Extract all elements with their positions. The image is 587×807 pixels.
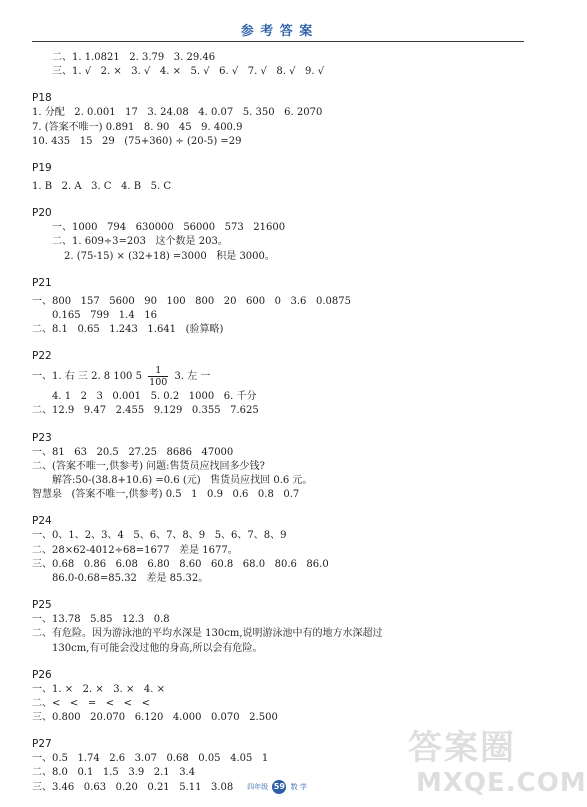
footer-subject: 数 学: [290, 783, 307, 791]
answer-text: 一、1. 右 三 2. 8 100 5: [32, 371, 142, 383]
answer-line: 二、12.9 9.47 2.455 9.129 0.355 7.625: [32, 405, 259, 417]
section-p23: [0, 431, 554, 503]
section-p21: [0, 276, 554, 338]
answer-line: 二、有危险。因为游泳池的平均水深是 130cm,说明游泳池中有的地方水深超过: [32, 628, 383, 640]
answer-line: 0.165 799 1.4 16: [52, 309, 157, 321]
answer-line: 一、0.5 1.74 2.6 3.07 0.68 0.05 4.05 1: [32, 753, 269, 765]
section-p20: [0, 206, 554, 264]
answer-line: 1. B 2. A 3. C 4. B 5. C: [32, 180, 171, 192]
answer-line: 三、1. √ 2. × 3. √ 4. × 5. √ 6. √ 7. √ 8. √ 9. √: [52, 66, 325, 78]
answer-line: 智慧泉 (答案不唯一,供参考) 0.5 1 0.9 0.6 0.8 0.7: [32, 489, 300, 501]
watermark-logo-text: 答案圈: [408, 728, 516, 768]
header-rule: [32, 41, 524, 42]
section-heading: P22: [32, 350, 52, 363]
watermark-site-text: MXQE.COM: [416, 768, 587, 798]
section-p19: [0, 161, 554, 194]
answer-line: 一、81 63 20.5 27.25 8686 47000: [32, 446, 234, 458]
section-heading: P19: [32, 161, 52, 174]
answer-line: 二、1. 609÷3=203 这个数是 203。: [52, 236, 228, 248]
answer-line: 二、(答案不唯一,供参考) 问题:售货员应找回多少钱?: [32, 460, 265, 472]
answer-line: 一、800 157 5600 90 100 800 20 600 0 3.6 0.0875: [32, 295, 351, 307]
section-p24: [0, 514, 554, 586]
section-heading: P23: [32, 431, 52, 444]
section-top: [0, 51, 554, 79]
section-heading: P25: [32, 599, 52, 612]
header-title: 参 考 答 案: [240, 24, 314, 39]
answer-line: 130cm,有可能会没过他的身高,所以会有危险。: [52, 642, 263, 654]
section-p18: [0, 91, 554, 149]
answer-line: 一、1. × 2. × 3. × 4. ×: [32, 683, 166, 695]
fraction: [148, 365, 168, 388]
answer-line: 7. (答案不唯一) 0.891 8. 90 45 9. 400.9: [32, 121, 243, 133]
section-heading: P18: [32, 92, 52, 105]
answer-line: 4. 1 2 3 0.001 5. 0.2 1000 6. 千分: [52, 391, 257, 403]
answer-line: 解答:50-(38.8+10.6) =0.6 (元) 售货员应找回 0.6 元。: [52, 475, 313, 486]
footer-grade: 四年级: [247, 783, 269, 791]
page-number-badge: 59: [272, 780, 286, 794]
section-heading: P21: [32, 276, 52, 289]
answer-line: 一、1000 794 630000 56000 573 21600: [52, 222, 286, 234]
answer-line: 10. 435 15 29 (75+360) ÷ (20-5) =29: [32, 135, 242, 147]
answer-text: 3. 左 一: [174, 371, 211, 383]
answer-line: 1. 分配 2. 0.001 17 3. 24.08 4. 0.07 5. 350 6. 2070: [32, 107, 323, 119]
page-footer: [0, 780, 554, 800]
answer-line: 二、28×62-4012÷68=1677 差是 1677。: [32, 544, 238, 556]
answer-line: 三、0.800 20.070 6.120 4.000 0.070 2.500: [32, 712, 278, 724]
fraction-denominator: 100: [149, 377, 168, 389]
section-heading: P20: [32, 207, 52, 220]
section-heading: P24: [32, 515, 52, 528]
page-header: [0, 0, 554, 48]
answer-line: 86.0-0.68=85.32 差是 85.32。: [52, 572, 209, 584]
answer-line: 二、8.1 0.65 1.243 1.641 (验算略): [32, 324, 224, 336]
answer-line-with-fraction: [0, 364, 554, 390]
answer-line: 2. (75-15) × (32+18) =3000 积是 3000。: [64, 250, 275, 262]
section-p25: [0, 598, 554, 656]
section-heading: P27: [32, 738, 52, 751]
answer-line: 二、1. 1.0821 2. 3.79 3. 29.46: [52, 52, 216, 63]
fraction-numerator: 1: [148, 365, 168, 377]
answer-line: 三、3.46 0.63 0.20 0.21 5.11 3.08: [32, 781, 234, 793]
answer-content: [0, 51, 554, 795]
answer-line: 二、8.0 0.1 1.5 3.9 2.1 3.4: [32, 767, 196, 779]
answer-line: 三、0.68 0.86 6.08 6.80 8.60 60.8 68.0 80.6 86.0: [32, 558, 329, 570]
answer-line: 一、0、1、2、3、4 5、6、7、8、9 5、6、7、8、9: [32, 530, 287, 542]
answer-line: 二、< < = < < <: [32, 697, 150, 709]
answer-line: 一、13.78 5.85 12.3 0.8: [32, 614, 170, 626]
section-heading: P26: [32, 668, 52, 681]
section-p22: [0, 349, 554, 418]
